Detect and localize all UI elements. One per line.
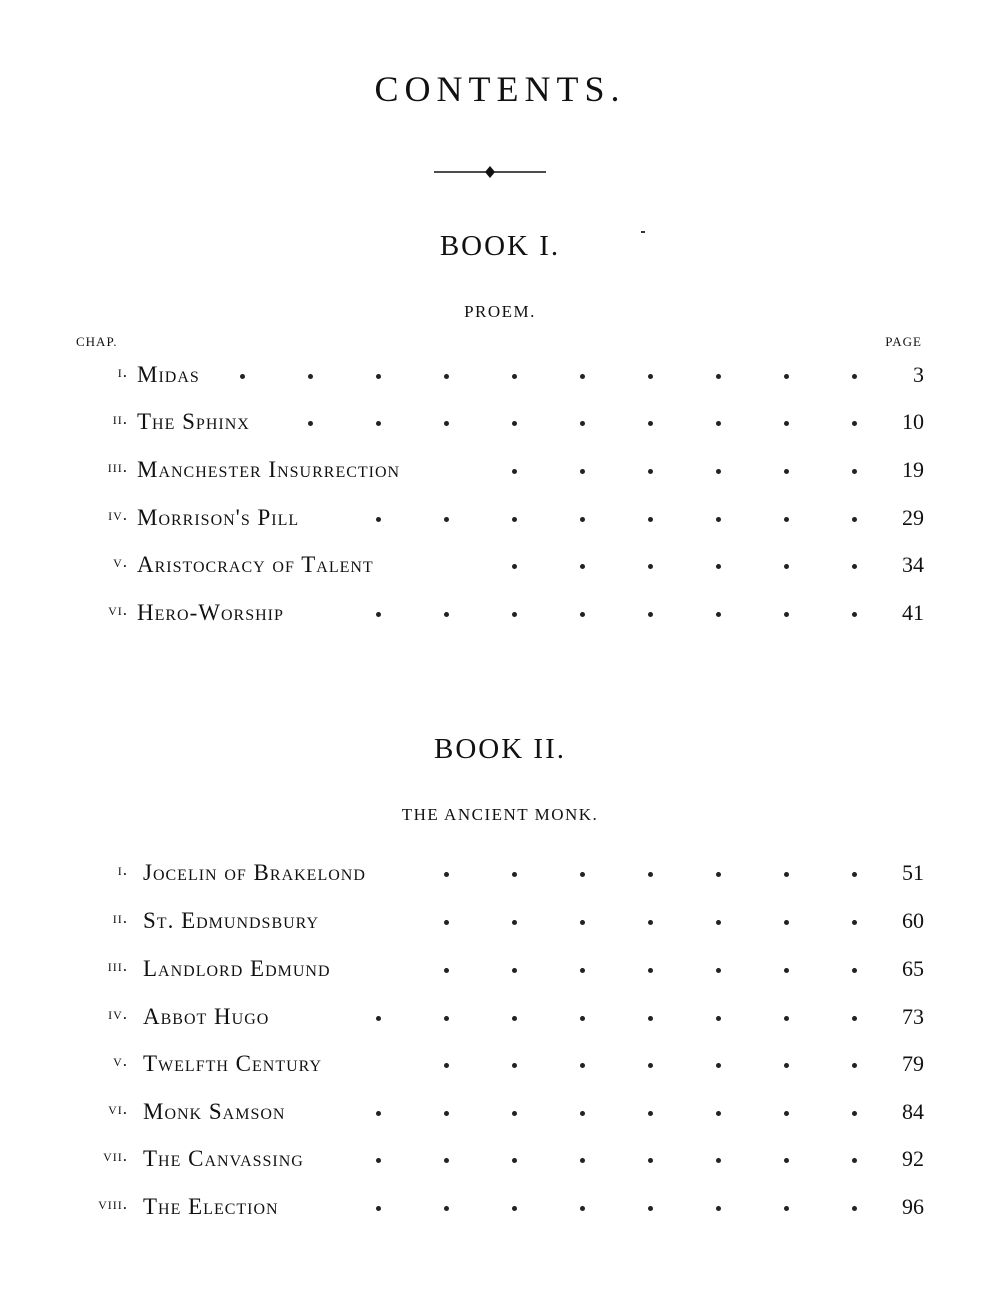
dot-leader xyxy=(70,362,930,392)
leader-dot xyxy=(512,421,517,426)
chapter-row[interactable] xyxy=(70,1194,930,1224)
chapter-number: vii. xyxy=(103,1146,128,1165)
leader-dot xyxy=(580,872,585,877)
leader-dot xyxy=(512,1063,517,1068)
leader-dot xyxy=(716,968,721,973)
leader-dot xyxy=(784,872,789,877)
chapter-number: vi. xyxy=(108,1099,128,1118)
leader-dot xyxy=(716,920,721,925)
chapter-row[interactable] xyxy=(70,552,930,582)
leader-dot xyxy=(784,968,789,973)
page-number: 84 xyxy=(902,1099,924,1124)
leader-dot xyxy=(376,517,381,522)
page-number: 10 xyxy=(902,409,924,434)
chapter-number: vi. xyxy=(108,600,128,619)
leader-dot xyxy=(784,421,789,426)
leader-dot xyxy=(512,968,517,973)
chapter-row[interactable] xyxy=(70,362,930,392)
leader-dot xyxy=(648,421,653,426)
leader-dot xyxy=(784,564,789,569)
leader-dot xyxy=(580,920,585,925)
leader-dot xyxy=(716,469,721,474)
chapter-number: i. xyxy=(117,362,128,381)
leader-dot xyxy=(444,872,449,877)
leader-dot xyxy=(444,1111,449,1116)
chapter-row[interactable] xyxy=(70,600,930,630)
leader-dot xyxy=(852,564,857,569)
chapter-title: St. Edmundsbury xyxy=(143,908,320,933)
leader-dot xyxy=(444,968,449,973)
chapter-title: The Sphinx xyxy=(137,409,250,434)
chapter-row[interactable] xyxy=(70,956,930,986)
chapter-number: v. xyxy=(113,552,128,571)
leader-dot xyxy=(648,1206,653,1211)
leader-dot xyxy=(784,517,789,522)
chapter-row[interactable] xyxy=(70,1051,930,1081)
chapter-title: Landlord Edmund xyxy=(143,956,331,981)
page-title: CONTENTS. xyxy=(374,69,626,109)
leader-dot xyxy=(852,517,857,522)
page-number: 92 xyxy=(902,1146,924,1171)
leader-dot xyxy=(240,374,245,379)
chapter-title: Monk Samson xyxy=(143,1099,286,1124)
leader-dot xyxy=(784,1016,789,1021)
page-number: 3 xyxy=(913,362,924,387)
chapter-number: v. xyxy=(113,1051,128,1070)
leader-dot xyxy=(784,1206,789,1211)
dot-leader xyxy=(70,908,930,938)
leader-dot xyxy=(580,1206,585,1211)
leader-dot xyxy=(648,1111,653,1116)
book-1-subtitle: PROEM. xyxy=(464,302,536,321)
leader-dot xyxy=(648,872,653,877)
leader-dot xyxy=(580,469,585,474)
chapter-number: iii. xyxy=(107,956,128,975)
chapter-row[interactable] xyxy=(70,457,930,487)
leader-dot xyxy=(784,1063,789,1068)
dot-leader xyxy=(70,1004,930,1034)
chapter-title: Morrison's Pill xyxy=(137,505,300,530)
leader-dot xyxy=(852,1206,857,1211)
leader-dot xyxy=(580,421,585,426)
leader-dot xyxy=(512,612,517,617)
leader-dot xyxy=(852,421,857,426)
leader-dot xyxy=(852,469,857,474)
chapter-number: ii. xyxy=(112,908,128,927)
leader-dot xyxy=(716,374,721,379)
page-number: 73 xyxy=(902,1004,924,1029)
leader-dot xyxy=(308,421,313,426)
dot-leader xyxy=(70,1099,930,1129)
leader-dot xyxy=(376,1016,381,1021)
leader-dot xyxy=(512,517,517,522)
chapter-number: viii. xyxy=(98,1194,128,1213)
leader-dot xyxy=(716,517,721,522)
dot-leader xyxy=(70,457,930,487)
leader-dot xyxy=(648,612,653,617)
leader-dot xyxy=(716,612,721,617)
chapter-row[interactable] xyxy=(70,1146,930,1176)
leader-dot xyxy=(648,920,653,925)
chapter-row[interactable] xyxy=(70,409,930,439)
chapter-row[interactable] xyxy=(70,1099,930,1129)
chapter-title: Jocelin of Brakelond xyxy=(143,860,366,885)
leader-dot xyxy=(852,872,857,877)
leader-dot xyxy=(784,374,789,379)
chapter-title: Twelfth Century xyxy=(143,1051,323,1076)
leader-dot xyxy=(852,1158,857,1163)
leader-dot xyxy=(580,374,585,379)
leader-dot xyxy=(648,968,653,973)
page-number: 60 xyxy=(902,908,924,933)
leader-dot xyxy=(716,564,721,569)
page-number: 65 xyxy=(902,956,924,981)
leader-dot xyxy=(444,612,449,617)
leader-dot xyxy=(784,1158,789,1163)
leader-dot xyxy=(580,1158,585,1163)
leader-dot xyxy=(648,469,653,474)
leader-dot xyxy=(852,374,857,379)
leader-dot xyxy=(852,1016,857,1021)
leader-dot xyxy=(376,612,381,617)
dot-leader xyxy=(70,956,930,986)
chapter-number: iv. xyxy=(108,505,128,524)
leader-dot xyxy=(716,1206,721,1211)
dot-leader xyxy=(70,1146,930,1176)
leader-dot xyxy=(580,517,585,522)
leader-dot xyxy=(648,1063,653,1068)
chapter-number: iv. xyxy=(108,1004,128,1023)
leader-dot xyxy=(512,564,517,569)
page-number: 41 xyxy=(902,600,924,625)
page-number: 34 xyxy=(902,552,924,577)
dot-leader xyxy=(70,600,930,630)
book-2-heading: BOOK II. xyxy=(434,733,566,765)
chapter-number: ii. xyxy=(112,409,128,428)
leader-dot xyxy=(444,920,449,925)
dot-leader xyxy=(70,1194,930,1224)
leader-dot xyxy=(648,374,653,379)
chapter-row[interactable] xyxy=(70,860,930,890)
chapter-title: The Canvassing xyxy=(143,1146,304,1171)
leader-dot xyxy=(512,374,517,379)
dot-leader xyxy=(70,1051,930,1081)
leader-dot xyxy=(512,1158,517,1163)
chapter-title: Abbot Hugo xyxy=(143,1004,270,1029)
chapter-row[interactable] xyxy=(70,908,930,938)
chapter-title: Midas xyxy=(137,362,200,387)
leader-dot xyxy=(852,920,857,925)
leader-dot xyxy=(648,1158,653,1163)
page-column-label: PAGE xyxy=(885,334,922,349)
leader-dot xyxy=(444,1206,449,1211)
leader-dot xyxy=(512,920,517,925)
leader-dot xyxy=(444,1016,449,1021)
chapter-column-label: CHAP. xyxy=(76,334,118,349)
leader-dot xyxy=(580,1016,585,1021)
leader-dot xyxy=(784,920,789,925)
page-number: 96 xyxy=(902,1194,924,1219)
leader-dot xyxy=(512,872,517,877)
leader-dot xyxy=(376,421,381,426)
leader-dot xyxy=(580,1111,585,1116)
leader-dot xyxy=(580,564,585,569)
leader-dot xyxy=(784,469,789,474)
leader-dot xyxy=(444,1063,449,1068)
leader-dot xyxy=(376,1111,381,1116)
chapter-row[interactable] xyxy=(70,1004,930,1034)
leader-dot xyxy=(444,1158,449,1163)
chapter-title: Hero-Worship xyxy=(137,600,284,625)
dot-leader xyxy=(70,505,930,535)
leader-dot xyxy=(784,1111,789,1116)
leader-dot xyxy=(580,968,585,973)
leader-dot xyxy=(376,374,381,379)
leader-dot xyxy=(376,1206,381,1211)
book-1-heading: BOOK I. xyxy=(439,230,561,262)
leader-dot xyxy=(716,1016,721,1021)
page-number: 29 xyxy=(902,505,924,530)
leader-dot xyxy=(716,872,721,877)
leader-dot xyxy=(716,1063,721,1068)
page-number: 79 xyxy=(902,1051,924,1076)
leader-dot xyxy=(512,1206,517,1211)
leader-dot xyxy=(648,1016,653,1021)
dot-leader xyxy=(70,409,930,439)
leader-dot xyxy=(852,1111,857,1116)
chapter-title: Manchester Insurrection xyxy=(137,457,401,482)
leader-dot xyxy=(308,374,313,379)
leader-dot xyxy=(716,1158,721,1163)
leader-dot xyxy=(648,517,653,522)
chapter-title: The Election xyxy=(143,1194,279,1219)
leader-dot xyxy=(716,421,721,426)
page-number: 19 xyxy=(902,457,924,482)
page-number: 51 xyxy=(902,860,924,885)
leader-dot xyxy=(784,612,789,617)
ornament-rule-icon xyxy=(434,162,546,182)
chapter-number: i. xyxy=(117,860,128,879)
leader-dot xyxy=(512,469,517,474)
leader-dot xyxy=(512,1111,517,1116)
leader-dot xyxy=(376,1158,381,1163)
leader-dot xyxy=(444,421,449,426)
leader-dot xyxy=(580,1063,585,1068)
dot-leader xyxy=(70,552,930,582)
chapter-number: iii. xyxy=(107,457,128,476)
leader-dot xyxy=(444,374,449,379)
leader-dot xyxy=(716,1111,721,1116)
leader-dot xyxy=(512,1016,517,1021)
leader-dot xyxy=(852,1063,857,1068)
leader-dot xyxy=(444,517,449,522)
leader-dot xyxy=(648,564,653,569)
leader-dot xyxy=(852,612,857,617)
chapter-row[interactable] xyxy=(70,505,930,535)
leader-dot xyxy=(580,612,585,617)
dot-leader xyxy=(70,860,930,890)
chapter-title: Aristocracy of Talent xyxy=(137,552,374,577)
leader-dot xyxy=(852,968,857,973)
book-2-subtitle: THE ANCIENT MONK. xyxy=(401,805,599,824)
